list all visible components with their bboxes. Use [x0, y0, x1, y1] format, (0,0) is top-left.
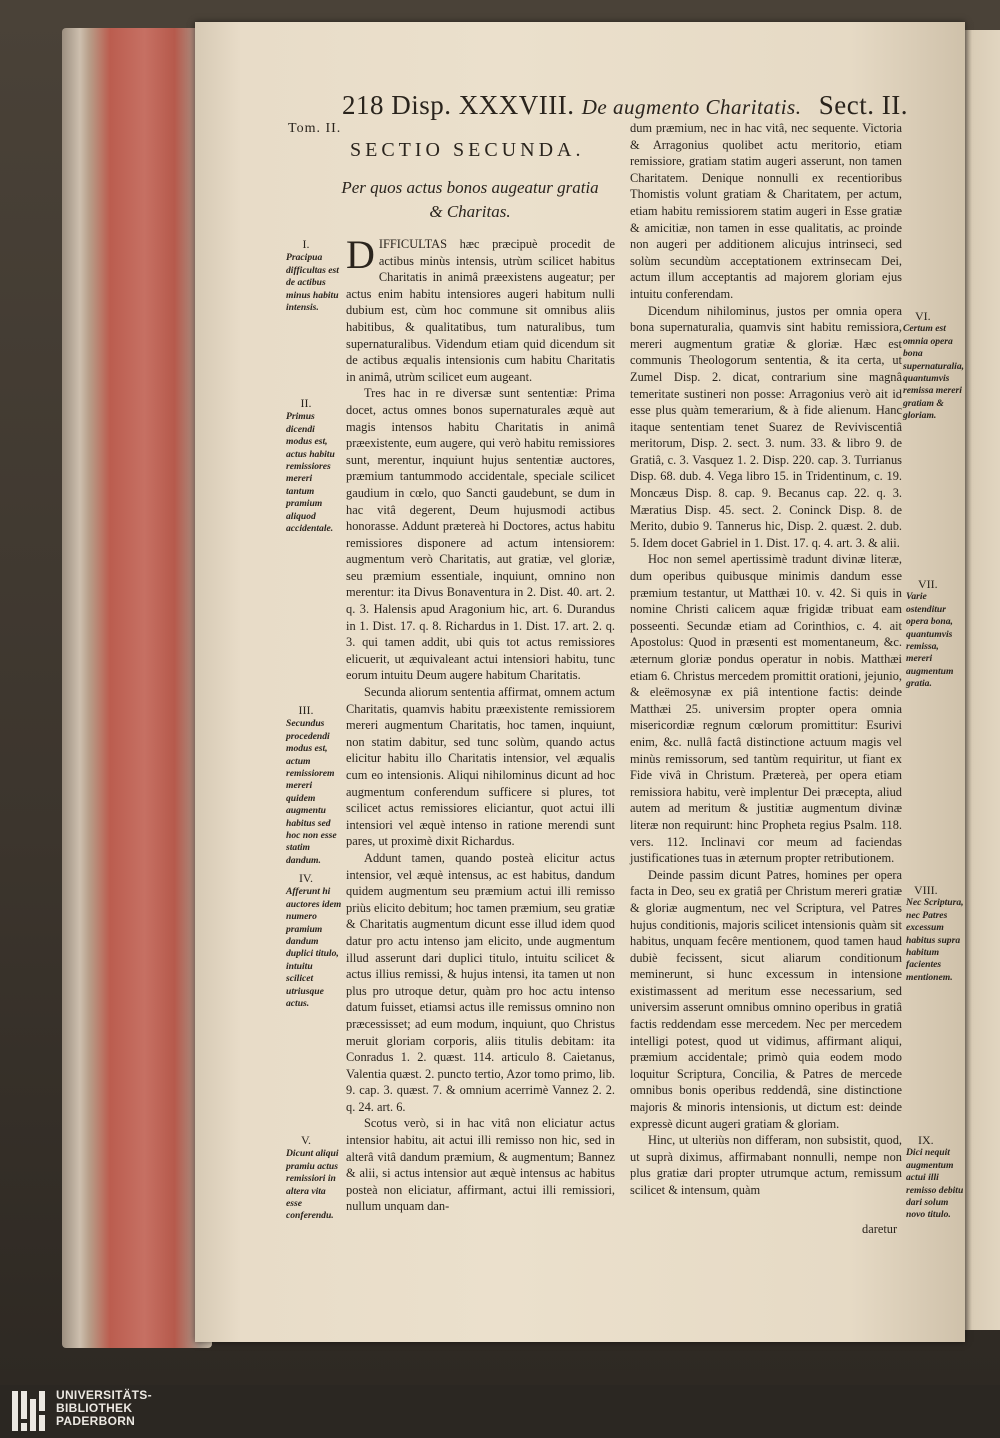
paragraph: Secunda aliorum sententia affirmat, omnem actum Charitatis, quamvis habitu præexistente remissiorem mereri augmentum Charitatis, hoc tamen, inquiunt, non statim dabitur, sed tunc solùm, quando actus elicitur habitu illo Charitatis intensior, vel æqualis cum eo intensionis. Aliqui nihilominus dicunt ad hoc augmentum conferendum sufficere si plures, tot scilicet actus remissiores eliciantur, quot actui illi intensiori vel æquè intenso in ratione merendi sunt pares, ut proximè dixit Richardus. — [346, 685, 615, 849]
note-text: Secundus procedendi modus est, actum remissiorem mereri quidem augmentu habitus sed hoc non esse statim dandum. — [286, 718, 337, 866]
section-heading: SECTIO SECUNDA. — [350, 139, 585, 161]
paragraph: Hoc non semel apertissimè tradunt divinæ literæ, dum operibus quibusque minimis dandum esse præmium testantur, ut Matthæi 10. v. 42. Si quis in nomine Christi calicem aquæ frigidæ tribuat eam posseenti. Secundæ etiam ad Corinthios, c. 4. ait Apostolus: Quod in præsenti est momentaneum, &c. æternum gloriæ pondus operatur in nobis. Matthæi etiam 6. Christus mercedem promittit orationi, jejunio, & eleëmosynæ ex piâ intentione factis: deinde Matthæi 25. universim propter opera omnia misericordiæ regnum cœlorum promittitur: Esurivi enim, &c. nullâ factâ distinctione actuum magis vel minùs remissorum, sed tantùm requiritur, ut fiant ex Fide vivâ in Christum. Prætereà, per opera etiam remissiora habitu, verè implentur Dei præcepta, aliud autem ad meritum & justitiæ augmentum divinæ literæ non requirunt: hinc Propheta regius Psalm. 118. vers. 112. Inclinavi cor meum ad faciendas justificationes tuas in æternum propter retributionem. — [630, 552, 902, 866]
note-text: Nec Scriptura, nec Patres excessum habitus supra habitum facientes mentionem. — [906, 897, 964, 983]
margin-note-4 — [286, 872, 342, 1010]
book-page-edge — [62, 28, 212, 1348]
text-column-left — [346, 232, 615, 1215]
drop-cap: D — [346, 232, 375, 277]
sect-heading: Sect. II. — [818, 90, 908, 120]
paragraph: Addunt tamen, quando posteà elicitur actus intensior, vel æquè intensus, ac est habitus, dandum quidem augmentum seu præmium actui illi remisso priùs elicito debitum; hoc tamen præmium, seu gratiæ & Charitatis augmentum dicunt esse illud idem quod datur pro actu intenso jam elicito, unde augmentum illud asserunt dari duplici titulo, intuitu scilicet & actus illius remissi, & hujus intensi, ita tamen ut non plus pro utroque detur, quàm pro hoc actu intenso datum fuisset, etiamsi actus ille remissus omnino non præcessisset; ad eum modum, inquiunt, quo Christus meruit gloriam corporis, aliis titulis debitam: ita Conradus 1. 2. quæst. 114. articulo 8. Caietanus, Valentia quæst. 2. puncto tertio, Azor tomo primo, lib. 9. cap. 3. quæst. 7. & omnium acerrimè Vannez 2. 2. q. 24. art. 6. — [346, 850, 615, 1114]
library-name — [56, 1389, 152, 1428]
paragraph: Deinde passim dicunt Patres, homines per opera facta in Deo, seu ex gratiâ per Christum mereri gratiæ & gloriæ augmentum, nec vel Scriptura, vel Patres hujus conditionis, majoris scilicet intensionis quàm sit habitus, unquam fecêre mentionem, quod tamen haud dubiè fecissent, sicut aliarum conditionum meminerunt, si hunc excessum in intensione existimassent ad meritum esse necessarium, sed universim asserunt omnibus omnino operibus in gratiâ factis reddendam esse mercedem. Nec per mercedem intelligi potest, quod ut vidimus, affirmant aliqui, præmium accidentale; primò quia eodem modo loquitur Scriptura, Concilia, & Patres de mercede omnibus bonis operibus reddendâ, sine distinctione majoris & minoris intensionis, ut dictum est: deinde expressè dicunt augeri gratiam & gloriam. — [630, 867, 902, 1131]
tom-label: Tom. II. — [288, 121, 342, 136]
note-number: III. — [298, 703, 314, 717]
note-number: IV. — [298, 871, 314, 885]
margin-note-6 — [903, 310, 963, 423]
note-text: Dici nequit augmentum actui illi remisso debitu dari solum novo titulo. — [906, 1147, 964, 1221]
note-number: II. — [300, 396, 312, 410]
library-name-line: UNIVERSITÄTS- — [56, 1388, 152, 1402]
margin-note-1 — [286, 238, 342, 314]
paragraph: dum præmium, nec in hac vitâ, nec sequente. Victoria & Arragonius quolibet actu meritorio, etiam remissiore, gratiam statim augeri asserunt, non tamen Charitatem. Denique nonnulli ex recentioribus Thomistis volunt gratiam & Charitatem, per actum, etiam habitu remissiorem statim augeri in Esse gratiæ & amicitiæ, non tamen in esse qualitatis, ac proinde non augeri per additionem alicujus intrinseci, sed solùm secundùm acceptationem extrinsecam Dei, actum illum acceptantis ad majorem gloriam ejus intuitu conferendam. — [630, 121, 902, 301]
running-header — [342, 90, 908, 121]
note-text: Primus dicendi modus est, actus habitu remissiores mereri tantum pramium aliquod accidentale. — [286, 411, 335, 535]
library-name-line: BIBLIOTHEK — [56, 1401, 133, 1415]
note-number: IX. — [918, 1133, 934, 1147]
paragraph: Scotus verò, si in hac vitâ non eliciatur actus intensior habitu, ait actui illi remisso non hic, sed in alterâ vitâ dandum præmium, & augmentum; Bannez & alii, si actus intensior aut æquè intensus ac habitus posteà non eliciatur, affirmant, actui illi remissiori, nullum unquam dan- — [346, 1116, 615, 1214]
paragraph — [346, 232, 615, 385]
paragraph: Hinc, ut ulteriùs non differam, non subsistit, quod, ut suprà diximus, affirmabant nonnulli, nempe non plus gratiæ dari propter utrumque actum, remissum scilicet & intensum, quàm — [630, 1133, 902, 1197]
subtitle-line-1: Per quos actus bonos augeatur gratia — [341, 178, 599, 197]
paragraph-text: IFFICULTAS hæc præcipuè procedit de actibus minùs intensis, utrùm scilicet habitus Charitatis in animâ præexistens augeatur; per actus enim habitu intensiores augeri habitum nulli dubium est, cùm hoc commune sit omnibus aliis habitibus, & qualitatibus, tum naturalibus, tum supernaturalibus. Videndum etiam quid dicendum sit de actibus æqualis intensionis cum habitu Charitatis in animâ, utrùm scilicet eum augeant. — [346, 237, 615, 384]
note-text: Pracipua difficultas est de actibus minus habitu intensis. — [286, 252, 339, 314]
library-logo-icon — [12, 1391, 50, 1431]
note-number: VII. — [918, 577, 938, 591]
note-number: I. — [302, 237, 310, 251]
disp-heading: Disp. XXXVIII. — [391, 90, 575, 120]
margin-note-3 — [286, 704, 342, 867]
next-page-edge — [962, 30, 1000, 1330]
page-number: 218 — [342, 90, 384, 120]
catchword: daretur — [862, 1222, 898, 1236]
note-text: Afferunt hi auctores idem numero pramium dandum duplici titulo, intuitu scilicet utriusque actus. — [286, 886, 342, 1010]
margin-note-5 — [286, 1134, 342, 1223]
note-text: Certum est omnia opera bona supernaturalia, quantumvis remissa mereri gratiam & gloriam. — [903, 323, 965, 422]
note-number: VIII. — [914, 883, 938, 897]
margin-note-9 — [906, 1134, 966, 1222]
header-title: De augmento Charitatis. — [581, 95, 802, 119]
note-number: VI. — [915, 309, 931, 323]
margin-note-7 — [906, 578, 966, 691]
subtitle-line-2: & Charitas. — [429, 202, 511, 221]
note-text: Dicunt aliqui pramiu actus remissiori in altera vita esse conferendu. — [286, 1148, 339, 1222]
note-number: V. — [300, 1133, 312, 1147]
library-name-line: PADERBORN — [56, 1414, 136, 1428]
paragraph: Tres hac in re diversæ sunt sententiæ: Prima docet, actus omnes bonos supernaturales æquè aut magis intensos habitu Charitatis in animâ præexistente, eum augere, qui verò habitu remissiores sunt, merentur, inquiunt hujus sententiæ auctores, præmium tantummodo accidentale, speciale scilicet gaudium in cœlo, quo Sancti gaudebunt, se dum in hac vitâ degerent, Deum hujusmodi actibus honorasse. Addunt prætereà hi Doctores, actus habitu remissiores disponere ad actum intensiorem: augmentum verò Charitatis, aut gratiæ, vel gloriæ, seu præmium essentiale, inquiunt, omnino non merentur: ita Divus Bonaventura in 2. Dist. 40. art. 2. q. 3. Halensis apud Aragonium hic, art. 6. Durandus in 1. Dist. 17. q. 8. Richardus in 1. Dist. 17. art. 2. q. 3. qui tamen addit, ubi quis tot actus remissiores elicuerit, ut æquivaleant actui intensiori habitu, tunc eorum intuitu Deum augere habitum Charitatis. — [346, 386, 615, 683]
note-text: Varie ostenditur opera bona, quantumvis remissa, mereri augmentum gratia. — [906, 591, 954, 690]
text-column-right — [630, 120, 902, 1199]
margin-note-8 — [906, 884, 966, 984]
section-subtitle — [320, 176, 620, 224]
margin-note-2 — [286, 397, 342, 535]
paragraph: Dicendum nihilominus, justos per omnia opera bona supernaturalia, quamvis sint habitu remissiora, mereri augmentum gratiæ & gloriæ. Hæc est communis Theologorum sententia, & ita certa, ut Zumel Disp. 2. dicat, contrarium sine magnâ temeritate sustineri non posse: Arragonius verò ait id esse plus quàm temerarium, & à fide alienum. Hanc itaque sententiam tenet Suarez de Reviviscentiâ meritorum, Disp. 2. sect. 3. num. 33. & libro 9. de Gratiâ, c. 3. Vasquez 1. 2. Disp. 220. cap. 3. Turrianus Disp. 68. dub. 4. Vega libro 15. in Tridentinum, c. 19. Moncæus Disp. 8. cap. 9. Becanus cap. 22. q. 3. Mæratius Disp. 45. sect. 2. Coninck Disp. 8. de Merito, dubio 9. Tannerus hic, Disp. 2. quæst. 2. dub. 5. Idem docet Gabriel in 1. Dist. 17. q. 4. art. 3. & alii. — [630, 303, 902, 550]
